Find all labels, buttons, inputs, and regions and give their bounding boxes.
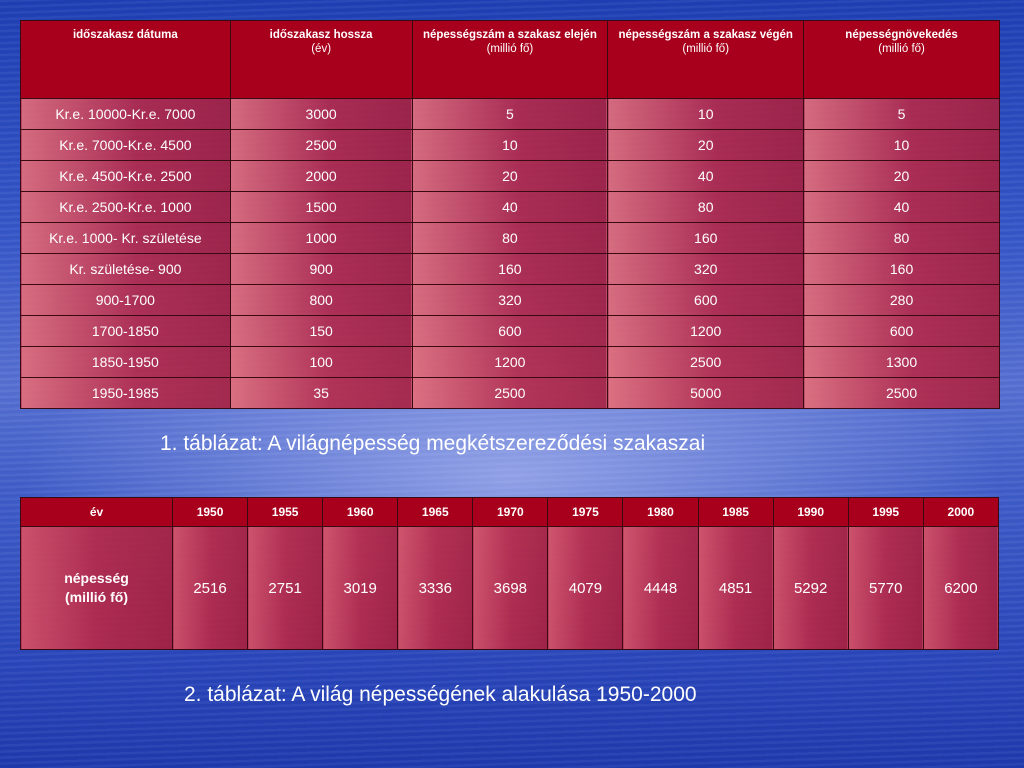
table-cell: 1300 — [804, 347, 1000, 378]
table-cell: Kr.e. 4500-Kr.e. 2500 — [21, 161, 231, 192]
year-header-cell: 1980 — [623, 498, 698, 527]
table-cell: 800 — [230, 285, 412, 316]
year-header-cell: 1955 — [248, 498, 323, 527]
table-cell: 600 — [608, 285, 804, 316]
year-header-cell: 1995 — [848, 498, 923, 527]
year-header-cell: 1970 — [473, 498, 548, 527]
table2-row-label: népesség (millió fő) — [21, 527, 173, 650]
table-cell: 320 — [412, 285, 608, 316]
table-cell: 5 — [804, 99, 1000, 130]
table-cell: 2500 — [412, 378, 608, 409]
year-header-cell: 1985 — [698, 498, 773, 527]
population-value-cell: 5770 — [848, 527, 923, 650]
year-header-cell: 1965 — [398, 498, 473, 527]
table-cell: Kr.e. 2500-Kr.e. 1000 — [21, 192, 231, 223]
table-row — [21, 192, 1000, 223]
table-cell: 20 — [804, 161, 1000, 192]
table-cell: 900-1700 — [21, 285, 231, 316]
table-cell: 80 — [412, 223, 608, 254]
year-header-cell: 1960 — [323, 498, 398, 527]
table-cell: 10 — [608, 99, 804, 130]
table-row — [21, 378, 1000, 409]
table-cell: 2000 — [230, 161, 412, 192]
table2-population-row — [21, 527, 999, 650]
table-cell: 160 — [608, 223, 804, 254]
table-cell: 10 — [804, 130, 1000, 161]
population-value-cell: 5292 — [773, 527, 848, 650]
table1-caption: 1. táblázat: A világnépesség megkétszereződési szakaszai — [160, 432, 706, 455]
table-cell: 80 — [804, 223, 1000, 254]
table-cell: 3000 — [230, 99, 412, 130]
year-header-cell: 1950 — [173, 498, 248, 527]
table-row — [21, 347, 1000, 378]
table1-header-cell: népességszám a szakasz végén (millió fő) — [608, 21, 804, 99]
table2-header-row — [21, 498, 999, 527]
table-row — [21, 254, 1000, 285]
table-cell: Kr.e. 1000- Kr. születése — [21, 223, 231, 254]
table-cell: 5000 — [608, 378, 804, 409]
table-cell: 160 — [804, 254, 1000, 285]
population-by-year-table — [20, 497, 999, 650]
table-cell: 1700-1850 — [21, 316, 231, 347]
population-value-cell: 3698 — [473, 527, 548, 650]
table1-header-cell: népességszám a szakasz elején (millió fő) — [412, 21, 608, 99]
table-cell: 280 — [804, 285, 1000, 316]
table2-caption: 2. táblázat: A világ népességének alakulása 1950-2000 — [184, 683, 697, 706]
doubling-periods-table — [20, 20, 1000, 409]
table-row — [21, 316, 1000, 347]
table-row — [21, 99, 1000, 130]
table-cell: 35 — [230, 378, 412, 409]
table-cell: 2500 — [804, 378, 1000, 409]
table-cell: 40 — [804, 192, 1000, 223]
table2-header-label: év — [21, 498, 173, 527]
table-cell: 1950-1985 — [21, 378, 231, 409]
table-cell: 1850-1950 — [21, 347, 231, 378]
population-value-cell: 3336 — [398, 527, 473, 650]
table-cell: 40 — [412, 192, 608, 223]
population-value-cell: 4851 — [698, 527, 773, 650]
year-header-cell: 1975 — [548, 498, 623, 527]
table-cell: 80 — [608, 192, 804, 223]
table-cell: 20 — [608, 130, 804, 161]
table-cell: Kr.e. 7000-Kr.e. 4500 — [21, 130, 231, 161]
population-value-cell: 4079 — [548, 527, 623, 650]
table1-header-cell: népességnövekedés (millió fő) — [804, 21, 1000, 99]
table1-header-cell: időszakasz hossza (év) — [230, 21, 412, 99]
table-cell: 100 — [230, 347, 412, 378]
year-header-cell: 2000 — [923, 498, 998, 527]
table-cell: 2500 — [230, 130, 412, 161]
table-cell: Kr. születése- 900 — [21, 254, 231, 285]
table-cell: 1200 — [608, 316, 804, 347]
table-cell: 20 — [412, 161, 608, 192]
table1-header-row — [21, 21, 1000, 99]
population-value-cell: 4448 — [623, 527, 698, 650]
table-cell: 1500 — [230, 192, 412, 223]
table-cell: 150 — [230, 316, 412, 347]
table1-header-cell: időszakasz dátuma — [21, 21, 231, 99]
table-cell: 600 — [412, 316, 608, 347]
population-value-cell: 2751 — [248, 527, 323, 650]
population-value-cell: 6200 — [923, 527, 998, 650]
table-cell: 600 — [804, 316, 1000, 347]
population-value-cell: 3019 — [323, 527, 398, 650]
table-row — [21, 130, 1000, 161]
table-cell: 1200 — [412, 347, 608, 378]
table-cell: 5 — [412, 99, 608, 130]
table-row — [21, 223, 1000, 254]
table-cell: 2500 — [608, 347, 804, 378]
population-value-cell: 2516 — [173, 527, 248, 650]
table-cell: Kr.e. 10000-Kr.e. 7000 — [21, 99, 231, 130]
table-row — [21, 285, 1000, 316]
table-cell: 320 — [608, 254, 804, 285]
table-cell: 900 — [230, 254, 412, 285]
table-cell: 1000 — [230, 223, 412, 254]
table-cell: 10 — [412, 130, 608, 161]
table-cell: 160 — [412, 254, 608, 285]
table-row — [21, 161, 1000, 192]
table-cell: 40 — [608, 161, 804, 192]
year-header-cell: 1990 — [773, 498, 848, 527]
